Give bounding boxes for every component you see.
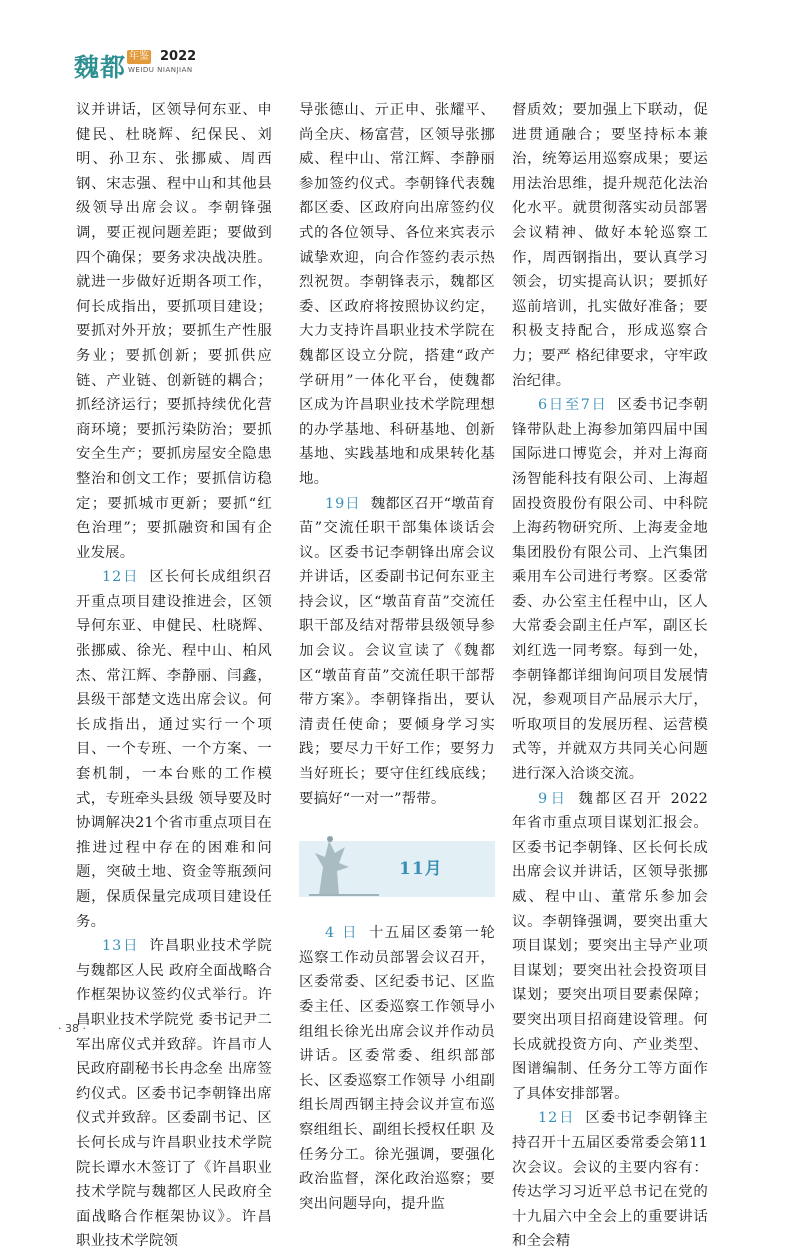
paragraph-text: 许昌职业技术学院与魏都区人民 政府全面战略合作框架协议签约仪式举行。许昌职业技术学院党 委书记尹二军出席仪式并致辞。许昌市人民政府副秘书长冉念垒 出席签约仪式。区委书记李朝锋出席仪式并致辞。区委副书记、区长何长成与许昌职业技术学院院长谭水木签订了《许昌职业技术学院与魏都区人民政府全面战略合作框架协议》。许昌职业技术学院领 [76, 938, 272, 1250]
paragraph-text: 督质效；要加强上下联动，促进贯通融合；要坚持标本兼治，统筹运用巡察成果；要运用法治思维，提升规范化法治化水平。就贯彻落实动员部署会议精神、做好本轮巡察工作，周西钢指出，要认真学习领会，切实提高认识；要抓好巡前培训，扎实做好准备；要积极支持配合，形成巡察合力；要严 格纪律要求，守牢政治纪律。 [512, 102, 708, 389]
logo-title: 魏都 [74, 53, 127, 82]
date-label: 6日至7日 [538, 397, 608, 414]
paragraph-text: 十五届区委第一轮巡察工作动员部署会议召开，区委常委、区纪委书记、区监委主任、区委巡察工作领导小组组长徐光出席会议并作动员讲话。区委常委、组织部部长、区委巡察工作领导 小组副组长周西钢主持会议并宣布巡察组组长、副组长授权任职 及任务分工。徐光强调，要强化政治监督，深化政治巡察；要突出问题导向，提升监 [299, 925, 495, 1212]
logo-year: 2022 [160, 49, 197, 64]
paragraph [76, 565, 272, 934]
paragraph [299, 98, 495, 492]
date-label: 12日 [538, 1110, 576, 1127]
paragraph-text: 魏都区召开 2022 年省市重点项目谋划汇报会。区委书记李朝锋、区长何长成出席会议并讲话，区领导张挪威、程中山、董常乐参加会议。李朝锋强调，要突出重大项目谋划；要突出主导产业项目谋划；要突出社会投资项目谋划；要突出项目要素保障；要突出项目招商建设管理。何长成就投资方向、产业类型、图谱编制、任务分工等方面作了具体安排部署。 [512, 790, 708, 1102]
paragraph [299, 492, 495, 812]
page-number: · 38 · [58, 1022, 86, 1035]
paragraph [299, 921, 495, 1216]
date-label: 12日 [102, 569, 140, 586]
paragraph-text: 魏都区召开“墩苗育苗”交流任职干部集体谈话会议。区委书记李朝锋出席会议并讲话，区委副书记何东亚主持会议，区“墩苗育苗”交流任职干部及结对帮带县级领导参加会议。会议宣读了《魏都区“墩苗育苗”交流任职干部帮带方案》。李朝锋指出，要认清责任使命；要倾身学习实践；要尽力干好工作；要努力当好班长；要守住红线底线；要搞好“一对一”帮带。 [299, 495, 495, 807]
paragraph [76, 98, 272, 565]
paragraph [512, 787, 708, 1107]
text-column-2 [299, 98, 495, 1216]
logo-subtitle: WEIDU NIANJIAN [128, 66, 193, 74]
paragraph [512, 98, 708, 393]
sculpture-illustration [299, 827, 389, 897]
paragraph-text: 区长何长成组织召开重点项目建设推进会，区领导何东亚、申健民、杜晓辉、张挪威、徐光、程中山、柏风杰、常江辉、李静丽、闫鑫，县级干部楚文选出席会议。何长成指出，通过实行一个项目、一个专班、一个方案、一套机制，一本台账的工作模式，专班牵头县级 领导要及时协调解决21个省市重点项目在推进过程中存在的困难和问题，突破土地、资金等瓶颈问题，保质保量完成项目建设任务。 [76, 569, 272, 930]
text-column-1 [76, 98, 272, 1254]
logo-badge: 年鉴 [129, 51, 149, 62]
month-heading-box [299, 841, 495, 897]
paragraph-text: 议并讲话，区领导何东亚、申健民、杜晓辉、纪保民、刘明、孙卫东、张挪威、周西钢、宋志强、程中山和其他县级领导出席会议。李朝锋强调，要正视问题差距；要做到四个确保；要务求决战决胜。就进一步做好近期各项工作，何长成指出，要抓项目建设；要抓对外开放；要抓生产性服务业；要抓创新；要抓供应链、产业链、创新链的耦合；抓经济运行；要抓持续优化营商环境；要抓污染防治；要抓安全生产；要抓房屋安全隐患整治和创文工作；要抓信访稳定；要抓城市更新；要抓“红色治理”；要抓融资和国有企业发展。 [76, 102, 272, 561]
paragraph-text: 导张德山、亓正申、张耀平、尚全庆、杨富营，区领导张挪威、程中山、常江辉、李静丽参加签约仪式。李朝锋代表魏都区委、区政府向出席签约仪式的各位领导、各位来宾表示诚挚欢迎，向合作签约表示热烈祝贺。李朝锋表示，魏都区委、区政府将按照协议约定，大力支持许昌职业技术学院在魏都区设立分院，搭建“政产学研用”一体化平台，使魏都区成为许昌职业技术学院理想的办学基地、科研基地、创新基地、实践基地和成果转化基地。 [299, 102, 495, 487]
paragraph-text: 区委书记李朝锋主持召开十五届区委常委会第11 次会议。会议的主要内容有：传达学习习近平总书记在党的十九届六中全会上的重要讲话和全会精 [512, 1110, 708, 1250]
date-label: 19日 [325, 495, 361, 512]
date-label: 4 日 [325, 925, 359, 942]
date-label: 9日 [538, 790, 569, 807]
paragraph [512, 393, 708, 787]
paragraph-text: 区委书记李朝锋带队赴上海参加第四届中国国际进口博览会，并对上海商汤智能科技有限公司、上海超固投资股份有限公司、中科院上海药物研究所、上海麦金地集团股份有限公司、上汽集团乘用车公司进行考察。区委常委、办公室主任程中山，区人大常委会副主任卢军，副区长刘红选一同考察。每到一处，李朝锋都详细询问项目发展情况，参观项目产品展示大厅，听取项目的发展历程、运营模式等，并就双方共同关心问题进行深入洽谈交流。 [512, 397, 708, 783]
paragraph [512, 1106, 708, 1254]
text-column-3 [512, 98, 708, 1254]
date-label: 13日 [102, 938, 140, 955]
paragraph [76, 934, 272, 1254]
month-label: 11月 [399, 859, 443, 880]
